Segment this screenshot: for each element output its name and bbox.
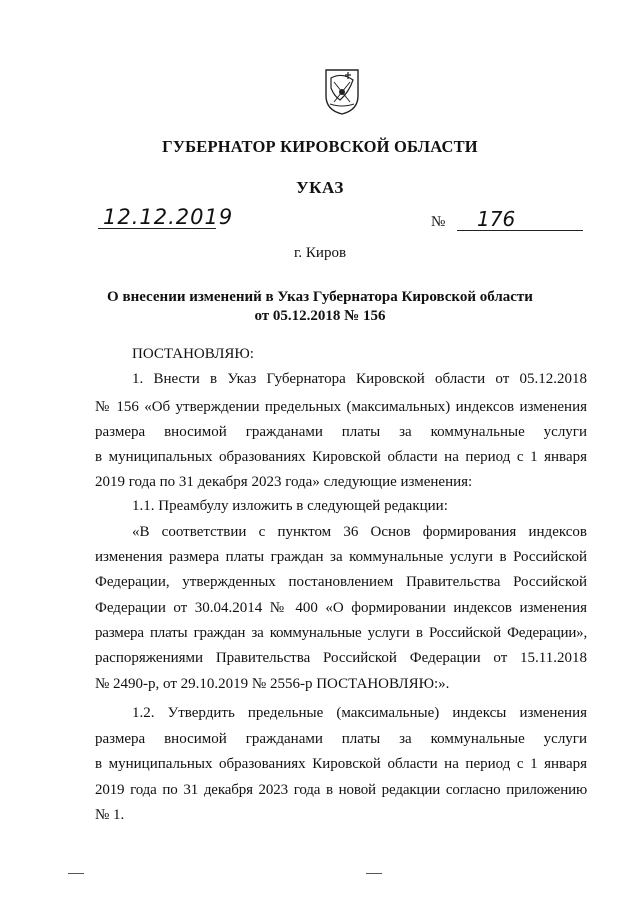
handwritten-date: 12.12.2019 (103, 205, 234, 229)
body-line: в муниципальных образованиях Кировской области на период с 1 января (95, 756, 587, 772)
coat-of-arms-emblem (322, 66, 362, 116)
body-line: 1.2. Утвердить предельные (максимальные) индексы изменения (132, 705, 587, 721)
document-type: УКАЗ (296, 178, 344, 197)
body-line: размера вносимой гражданами платы за коммунальные услуги (95, 424, 587, 440)
body-line: № 1. (95, 807, 125, 823)
issuing-authority: ГУБЕРНАТОР КИРОВСКОЙ ОБЛАСТИ (162, 137, 478, 156)
number-underline (457, 230, 583, 231)
body-line: распоряжениями Правительства Российской Федерации от 15.11.2018 (95, 650, 587, 666)
body-line: размера вносимой гражданами платы за коммунальные услуги (95, 731, 587, 747)
title-line: О внесении изменений в Указ Губернатора Кировской области (107, 289, 533, 305)
handwritten-number: 176 (477, 207, 516, 231)
scan-mark (68, 873, 84, 874)
body-line: 2019 года по 31 декабря 2023 года в новой редакции согласно приложению (95, 782, 587, 798)
body-line: 1.1. Преамбулу изложить в следующей редакции: (132, 498, 448, 514)
body-line: «В соответствии с пунктом 36 Основ формирования индексов (132, 524, 587, 540)
body-line: изменения размера платы граждан за коммунальные услуги в Российской (95, 549, 587, 565)
scan-mark (366, 873, 382, 874)
number-sign: № (431, 214, 446, 230)
body-line: Федерации от 30.04.2014 № 400 «О формировании индексов изменения (95, 600, 587, 616)
date-underline (98, 228, 216, 229)
body-line: № 2490-р, от 29.10.2019 № 2556-р ПОСТАНОВЛЯЮ:». (95, 676, 450, 692)
city: г. Киров (293, 245, 347, 261)
body-line: в муниципальных образованиях Кировской области на период с 1 января (95, 449, 587, 465)
document-title (0, 288, 640, 326)
body-line: 1. Внести в Указ Губернатора Кировской области от 05.12.2018 (132, 371, 587, 387)
body-line: № 156 «Об утверждении предельных (максимальных) индексов изменения (95, 399, 587, 415)
title-line: от 05.12.2018 № 156 (254, 308, 386, 324)
decree-word: ПОСТАНОВЛЯЮ: (132, 346, 254, 362)
body-line: 2019 года по 31 декабря 2023 года» следующие изменения: (95, 474, 473, 490)
body-line: Федерации, утвержденных постановлением Правительства Российской (95, 574, 587, 590)
body-line: размера платы граждан за коммунальные услуги в Российской Федерации», (95, 625, 587, 641)
